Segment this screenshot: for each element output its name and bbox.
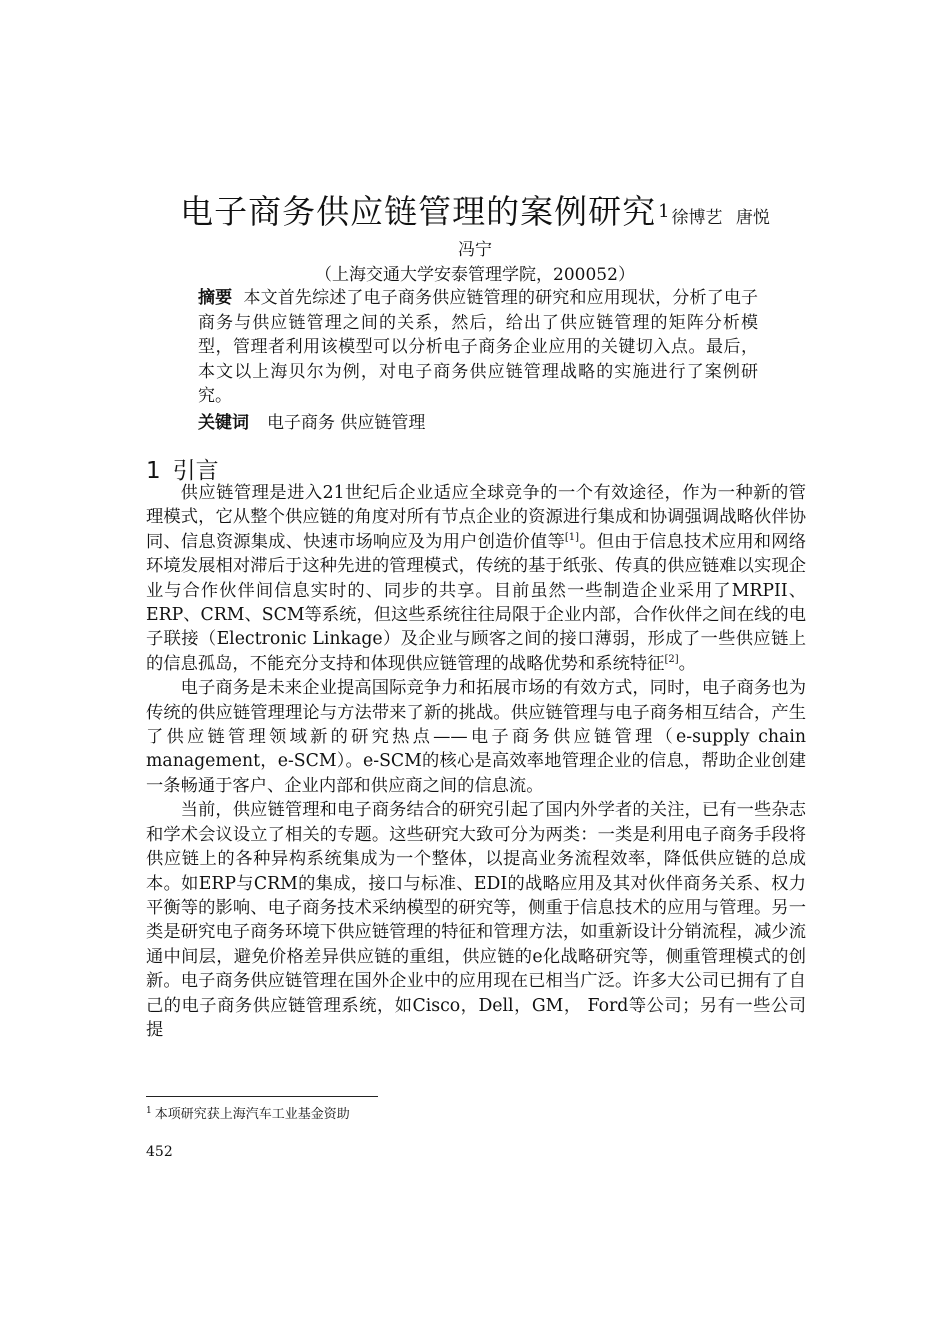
paper-title: 电子商务供应链管理的案例研究 — [180, 192, 657, 231]
section-number: 1 — [146, 458, 161, 484]
citation-2[interactable]: [2] — [664, 654, 679, 666]
footnote — [146, 1103, 350, 1122]
paragraph-1-part-a: 供应链管理是进入21世纪后企业适应全球竞争的一个有效途径，作为一种新的管理模式，它从整个供应链的角度对所有节点企业的资源进行集成和协调强调战略伙伴协同、信息资源集成、快速市场响应及为用户创造价值等 — [146, 483, 806, 552]
footnote-marker: 1 — [146, 1105, 152, 1116]
keywords-text: 电子商务 供应链管理 — [267, 413, 426, 433]
paragraph-3: 当前，供应链管理和电子商务结合的研究引起了国内外学者的关注，已有一些杂志和学术会议设立了相关的专题。这些研究大致可分为两类：一类是利用电子商务手段将供应链上的各种异构系统集成为一个整体，以提高业务流程效率，降低供应链的总成本。如ERP与CRM的集成，接口与标准、EDI的战略应用及其对伙伴商务关系、权力平衡等的影响、电子商务技术采纳模型的研究等，侧重于信息技术的应用与管理。另一类是研究电子商务环境下供应链管理的特征和管理方法，如重新设计分销流程，减少流通中间层，避免价格差异供应链的重组，供应链的e化战略研究等，侧重管理模式的创新。电子商务供应链管理在国外企业中的应用现在已相当广泛。许多大公司已拥有了自己的电子商务供应链管理系统，如Cisco，Dell，GM， Ford等公司；另有一些公司提 — [146, 800, 806, 1040]
authors-line1: 徐博艺 唐悦 — [671, 208, 770, 228]
paragraph-1-part-b: 。但由于信息技术应用和网络环境发展相对滞后于这种先进的管理模式，传统的基于纸张、传真的供应链难以实现企业与合作伙伴间信息实时的、同步的共享。目前虽然一些制造企业采用了MRPII、ERP、CRM、SCM等系统，但这些系统往往局限于企业内部，合作伙伴之间在线的电子联接（Electronic Linkage）及企业与顾客之间的接口薄弱，形成了一些供应链上的信息孤岛，不能充分支持和体现供应链管理的战略优势和系统特征 — [146, 531, 806, 674]
affiliation: （上海交通大学安泰管理学院，200052） — [315, 265, 635, 285]
paragraph-1 — [146, 481, 806, 676]
abstract-label: 摘要 — [198, 288, 233, 308]
abstract-text: 本文首先综述了电子商务供应链管理的研究和应用现状，分析了电子商务与供应链管理之间的关系，然后，给出了供应链管理的矩阵分析模型，管理者利用该模型可以分析电子商务企业应用的关键切入点。最后，本文以上海贝尔为例，对电子商务供应链管理战略的实施进行了案例研究。 — [198, 288, 759, 406]
keywords — [198, 408, 758, 433]
authors-line2: 冯宁 — [458, 240, 492, 260]
title-line — [0, 186, 950, 233]
section-title: 引言 — [172, 458, 219, 484]
abstract — [198, 286, 758, 409]
paragraph-2: 电子商务是未来企业提高国际竞争力和拓展市场的有效方式，同时，电子商务也为传统的供应链管理理论与方法带来了新的挑战。供应链管理与电子商务相互结合，产生了供应链管理领域新的研究热点——电子商务供应链管理（e-supply chain management，e-SCM）。e-SCM的核心是高效率地管理企业的信息，帮助企业创建一条畅通于客户、企业内部和供应商之间的信息流。 — [146, 678, 806, 796]
footnote-divider — [146, 1096, 378, 1097]
page-number: 452 — [146, 1144, 173, 1160]
citation-1[interactable]: [1] — [564, 532, 580, 544]
paragraph-1-part-c: 。 — [678, 653, 696, 674]
body-text — [146, 481, 806, 1042]
keywords-label: 关键词 — [198, 413, 249, 433]
title-footnote-marker[interactable]: 1 — [658, 200, 670, 222]
footnote-text: 本项研究获上海汽车工业基金资助 — [154, 1107, 350, 1122]
